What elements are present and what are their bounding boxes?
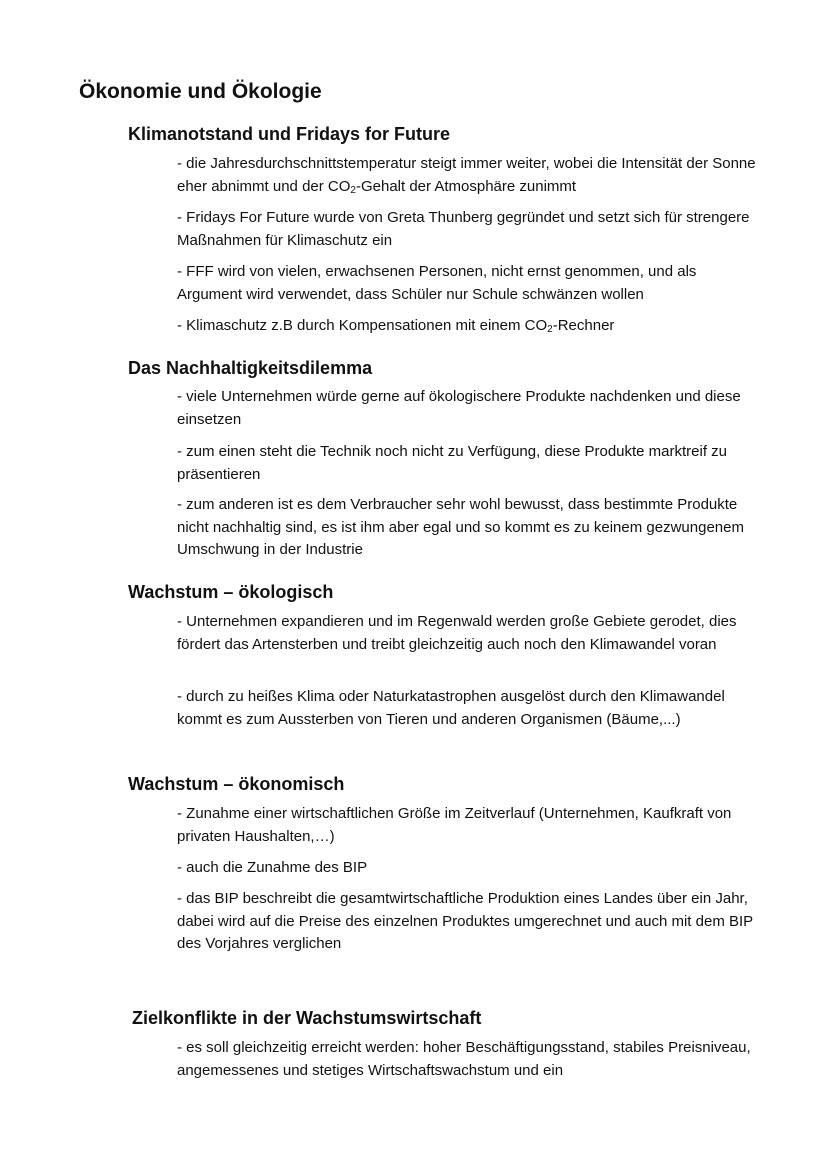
section-heading-nachhaltigkeitsdilemma: Das Nachhaltigkeitsdilemma bbox=[128, 358, 373, 378]
bullet-item: - durch zu heißes Klima oder Naturkatastrophen ausgelöst durch den Klimawandel kommt es zum Aussterben von Tieren und anderen Organismen (Bäume,...) bbox=[177, 688, 725, 728]
section-heading-wachstum-oekologisch: Wachstum – ökologisch bbox=[128, 582, 334, 602]
bullet-item: - viele Unternehmen würde gerne auf ökologischere Produkte nachdenken und diese einsetzen bbox=[177, 388, 741, 428]
bullet-item: - das BIP beschreibt die gesamtwirtschaftliche Produktion eines Landes über ein Jahr, dabei wird auf die Preise des einzelnen Produktes umgerechnet und auch mit dem BIP des Vorjahres verglichen bbox=[177, 890, 753, 952]
bullet-item: - zum anderen ist es dem Verbraucher sehr wohl bewusst, dass bestimmte Produkte nicht nachhaltig sind, es ist ihm aber egal und so kommt es zu keinem gezwungenem Umschwung in der Industrie bbox=[177, 496, 744, 558]
section-heading-wachstum-oekonomisch: Wachstum – ökonomisch bbox=[128, 774, 345, 794]
bullet-item: - FFF wird von vielen, erwachsenen Personen, nicht ernst genommen, und als Argument wird verwendet, dass Schüler nur Schule schwänzen wollen bbox=[177, 263, 697, 303]
bullet-item: - Zunahme einer wirtschaftlichen Größe im Zeitverlauf (Unternehmen, Kaufkraft von privaten Haushalten,…) bbox=[177, 805, 732, 845]
page-title: Ökonomie und Ökologie bbox=[79, 80, 322, 103]
bullet-item: - zum einen steht die Technik noch nicht zu Verfügung, diese Produkte marktreif zu präsentieren bbox=[177, 443, 728, 483]
section-heading-zielkonflikte: Zielkonflikte in der Wachstumswirtschaft bbox=[132, 1008, 482, 1028]
bullet-item: - auch die Zunahme des BIP bbox=[177, 859, 368, 876]
bullet-item: - Fridays For Future wurde von Greta Thunberg gegründet und setzt sich für strengere Maßnahmen für Klimaschutz ein bbox=[177, 209, 750, 249]
bullet-item: - Unternehmen expandieren und im Regenwald werden große Gebiete gerodet, dies fördert das Artensterben und treibt gleichzeitig auch noch den Klimawandel voran bbox=[177, 613, 737, 653]
bullet-item: - es soll gleichzeitig erreicht werden: hoher Beschäftigungsstand, stabiles Preisniveau, angemessenes und stetiges Wirtschaftswachstum und ein bbox=[177, 1039, 751, 1079]
section-heading-klimanotstand: Klimanotstand und Fridays for Future bbox=[128, 124, 451, 144]
bullet-item: - Klimaschutz z.B durch Kompensationen mit einem $CO_2$-Rechner bbox=[177, 317, 615, 335]
bullet-item: - die Jahresdurchschnittstemperatur steigt immer weiter, wobei die Intensität der Sonne eher abnimmt und der $CO_2$-Gehalt der Atmosphäre zunimmt bbox=[177, 155, 756, 196]
